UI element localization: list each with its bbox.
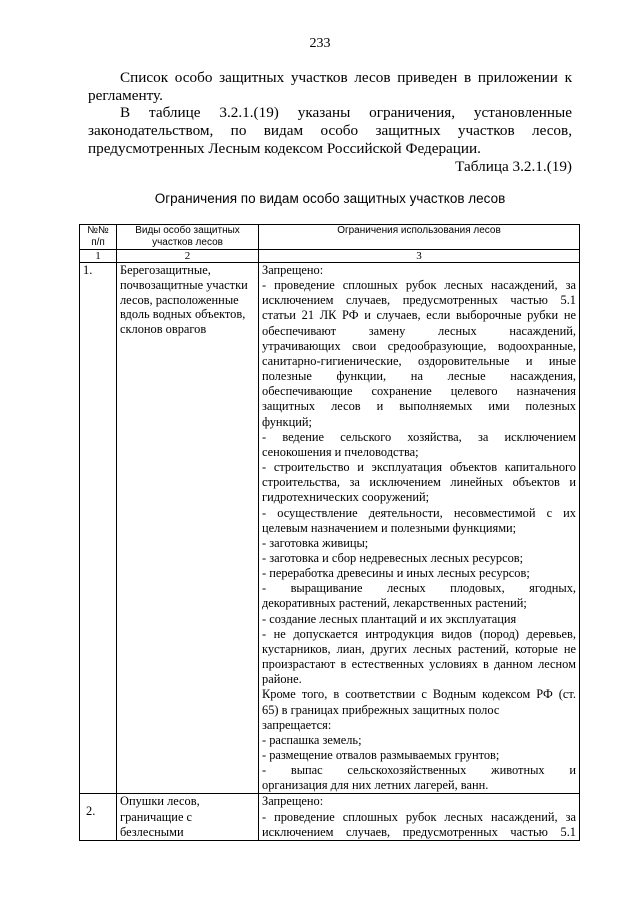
restriction-line: - переработка древесины и иных лесных ресурсов; [262,566,530,581]
restriction-line: функций; [262,414,312,429]
restriction-line: - осуществление деятельности, несовместимой с их [262,505,576,520]
table-caption: Таблица 3.2.1.(19) [455,158,572,175]
restriction-line: - проведение сплошных рубок лесных насаждений, за [262,278,576,293]
restrictions-table [79,224,580,841]
row-kind [117,794,259,840]
restriction-line: - не допускается интродукция видов (пород) деревьев, [262,626,576,641]
page-number: 233 [309,36,331,51]
restriction-line: исключением случаев, предусмотренных частью 5.1 [262,824,576,839]
column-number-2: 2 [117,250,259,263]
restriction-line: запрещается: [262,717,332,732]
restriction-line: строительства, за исключением линейных объектов и [262,475,576,490]
table-row [80,263,580,794]
row-kind: Берегозащитные, почвозащитные участки лесов, расположенные вдоль водных объектов, склонов оврагов [117,263,259,794]
restriction-line: - заготовка живицы; [262,535,369,550]
intro-paragraph-2: В таблице 3.2.1.(19) указаны ограничения, установленные законодательством, по видам особо защитных участков лесов, предусмотренных Лесным кодексом Российской Федерации. [88,104,572,157]
restriction-line: Запрещено: [262,794,324,809]
restriction-line: организация для них летних лагерей, ванн. [262,778,489,793]
restriction-line: Кроме того, в соответствии с Водным кодексом РФ (ст. [262,687,576,702]
restriction-line: обеспечивающие сохранение целевого назначения [262,384,576,399]
restriction-line: - строительство и эксплуатация объектов капитального [262,460,576,475]
header-restrictions: Ограничения использования лесов [259,225,580,250]
restriction-line: целевым назначением и полезными функциями; [262,520,517,535]
restriction-line: защитных лесов и выполняемых ими полезных [262,399,576,414]
kind-line: безлесными [120,824,184,839]
restriction-line: обеспечивают замену лесных насаждений, [262,323,576,338]
row-restrictions [259,263,580,794]
table-row [80,794,580,840]
intro-paragraph-1: Список особо защитных участков лесов приведен в приложении к регламенту. [88,69,572,104]
restriction-line: сенокошения и пчеловодства; [262,444,419,459]
row-restrictions [259,794,580,840]
row-number: 1. [80,263,117,794]
table-header-row [80,225,580,250]
restriction-line: санитарно-гигиенические, оздоровительные и иные [262,353,576,368]
restriction-line: декоративных растений, лекарственных растений; [262,596,527,611]
restriction-line: утрачивающих свои средообразующие, водоохранные, [262,338,576,353]
restriction-line: - ведение сельского хозяйства, за исключением [262,429,576,444]
column-number-1: 1 [80,250,117,263]
column-number-row [80,250,580,263]
restriction-line: - распашка земель; [262,732,362,747]
restriction-line: кустарников, лиан, других лесных растений, которые не [262,641,576,656]
restriction-line: - размещение отвалов размываемых грунтов; [262,748,500,762]
header-kind: Виды особо защитных участков лесов [117,225,259,250]
restriction-line: - выпас сельскохозяйственных животных и [262,763,576,778]
restriction-line: полезные функции, на лесные насаждения, [262,369,576,384]
restriction-line: - создание лесных плантаций и их эксплуатация [262,611,517,626]
header-number: №№ п/п [80,225,117,250]
restriction-line: исключением случаев, предусмотренных частью 5.1 [262,293,576,308]
column-number-3: 3 [259,250,580,263]
restriction-line: гидротехнических сооружений; [262,490,430,505]
restriction-line: - заготовка и сбор недревесных лесных ресурсов; [262,550,524,565]
kind-line: граничащие с [120,809,193,824]
restriction-line: - выращивание лесных плодовых, ягодных, [262,581,576,596]
kind-line: Опушки лесов, [120,794,200,809]
restriction-line: статьи 21 ЛК РФ и случаев, если выборочные рубки не [262,308,576,323]
restriction-line: Запрещено: [262,263,324,277]
restriction-line: районе. [262,672,302,687]
restriction-line: 65) в границах прибрежных защитных полос [262,702,500,717]
row-number: 2. [80,794,117,840]
restriction-line: - проведение сплошных рубок лесных насаждений, за [262,809,576,824]
table-title: Ограничения по видам особо защитных участков лесов [154,191,506,206]
restriction-line: произрастают в естественных условиях в данном лесном [262,657,576,672]
